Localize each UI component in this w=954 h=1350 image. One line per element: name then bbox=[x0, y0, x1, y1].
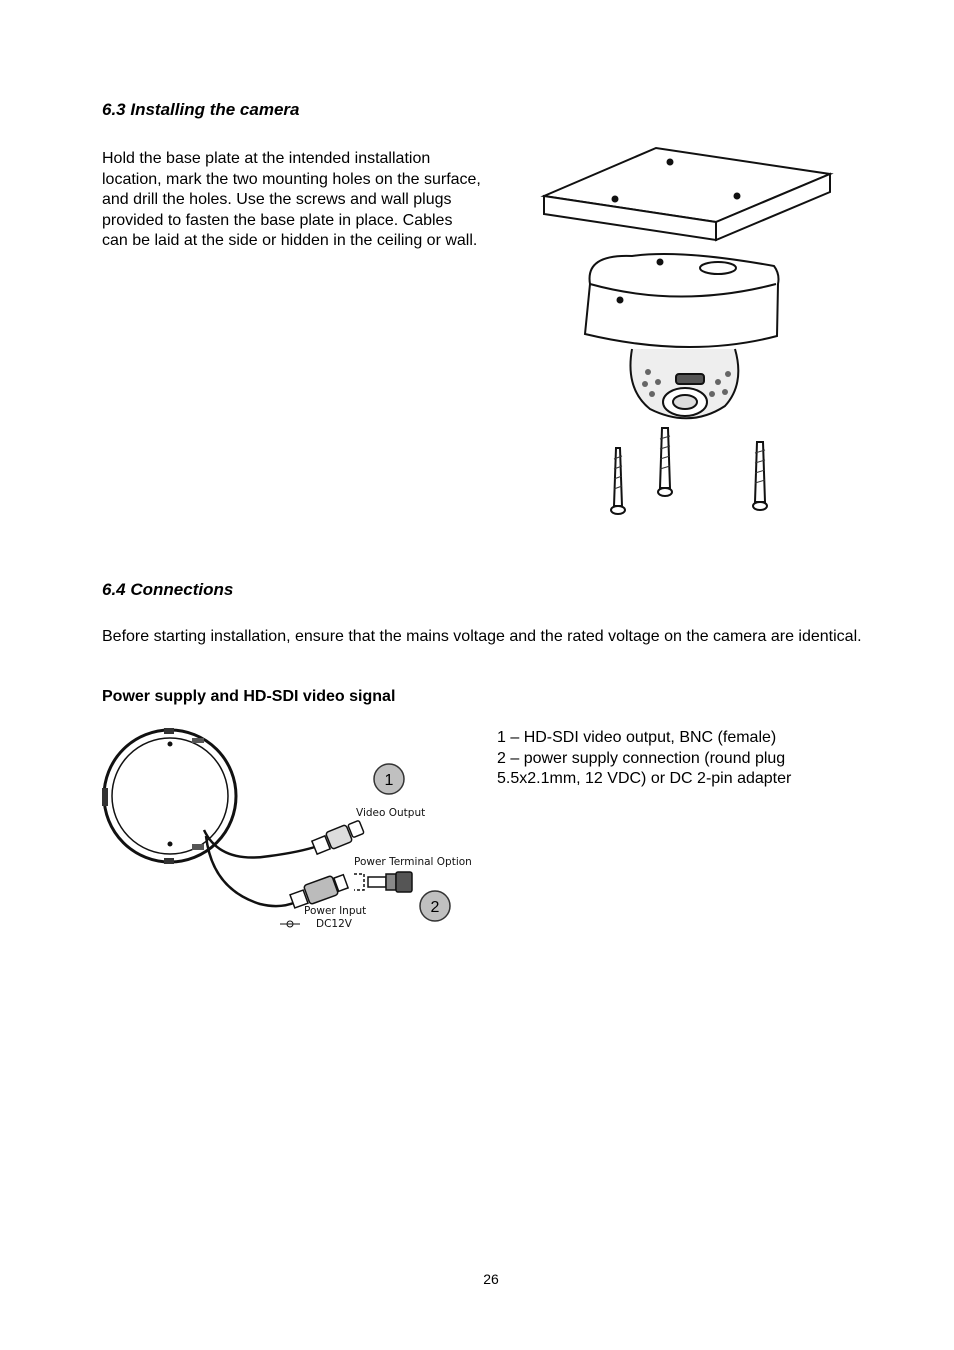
dome-camera-illustration bbox=[585, 254, 779, 418]
bnc-connector-icon bbox=[312, 820, 364, 854]
connection-legend bbox=[497, 728, 857, 790]
marker-1 bbox=[374, 764, 404, 794]
dc12v-label: DC12V bbox=[316, 918, 352, 930]
base-plate-illustration bbox=[544, 148, 830, 240]
marker-2 bbox=[420, 891, 450, 921]
dc-polarity-icon bbox=[280, 921, 300, 927]
power-supply-subheading: Power supply and HD-SDI video signal bbox=[102, 688, 396, 705]
terminal-adapter-icon bbox=[354, 872, 412, 892]
legend-item-2: 2 – power supply connection (round plug bbox=[497, 749, 786, 767]
power-input-label: Power Input bbox=[304, 905, 367, 917]
section-6-4-body: Before starting installation, ensure that the mains voltage and the rated voltage on the camera are identical. bbox=[102, 628, 862, 645]
section-6-4-heading: 6.4 Connections bbox=[102, 580, 234, 599]
marker-1-label: 1 bbox=[384, 772, 394, 789]
mounting-ring-illustration bbox=[102, 728, 236, 864]
power-terminal-option-label: Power Terminal Option bbox=[354, 856, 472, 868]
dc-power-plug-icon bbox=[290, 875, 348, 908]
legend-item-2-continued: 5.5x2.1mm, 12 VDC) or DC 2-pin adapter bbox=[497, 770, 792, 787]
section-6-3-body: Hold the base plate at the intended installation location, mark the two mounting holes on the surface, and drill the holes. Use the screws and wall plugs provided to fasten the base plate in place. Cables can be laid at the side or hidden in the ceiling or wall. bbox=[102, 150, 481, 249]
page-number: 26 bbox=[483, 1271, 499, 1287]
marker-2-label: 2 bbox=[430, 899, 440, 916]
section-6-3-heading: 6.3 Installing the camera bbox=[102, 100, 300, 119]
video-output-label: Video Output bbox=[356, 807, 426, 819]
mounting-screws-illustration bbox=[611, 428, 767, 514]
legend-item-1: 1 – HD-SDI video output, BNC (female) bbox=[497, 729, 777, 746]
connections-figure bbox=[100, 724, 482, 930]
camera-installation-figure bbox=[540, 144, 835, 522]
